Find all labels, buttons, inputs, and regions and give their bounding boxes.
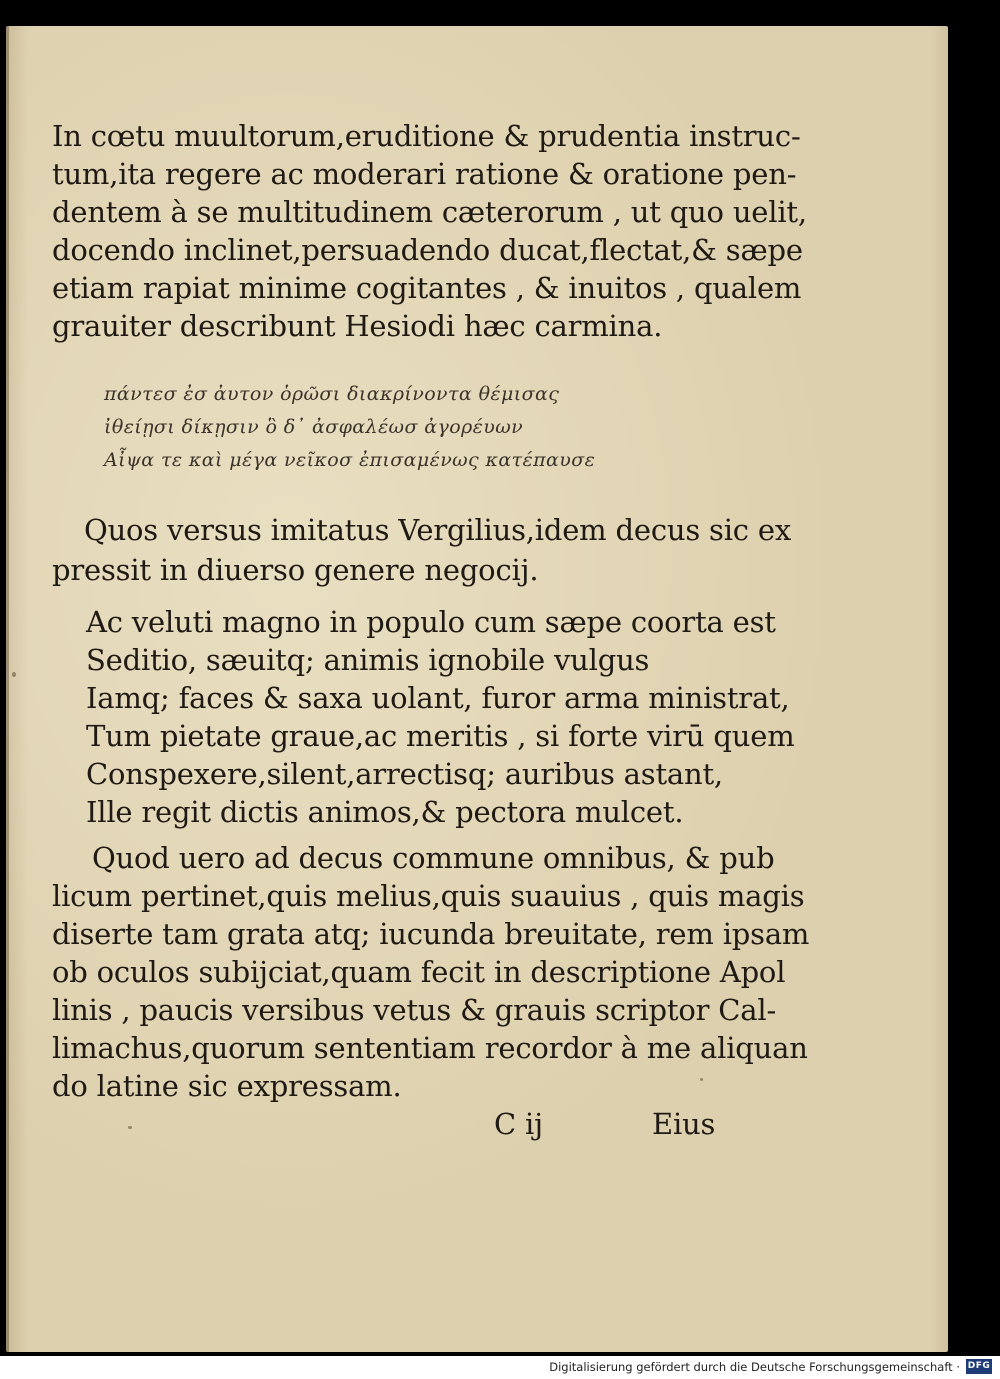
catchword: Eius	[652, 1107, 716, 1141]
paragraph-3-line-7: do latine sic expressam.	[52, 1069, 402, 1103]
paragraph-2-line-2: pressit in diuerso genere negocij.	[52, 553, 539, 587]
paper-speck	[128, 1126, 132, 1129]
digitization-footer	[0, 1356, 1000, 1379]
paragraph-1-line-1: In cœtu muultorum,eruditione & prudentia instruc‑	[52, 119, 801, 153]
greek-verse-2: ἰθείῃσι δίκῃσιν ὃ δ᾽ ἀσφαλέωσ ἀγορέυων	[104, 416, 524, 438]
dfg-logo-icon: DFG	[966, 1359, 992, 1374]
paragraph-1-line-5: etiam rapiat minime cogitantes , & inuitos , qualem	[52, 271, 802, 305]
paragraph-1-line-6: grauiter describunt Hesiodi hæc carmina.	[52, 309, 663, 343]
greek-verse-1: πάντεσ ἐσ ἀυτον ὁρῶσι διακρίνοντα θέμισας	[104, 383, 560, 405]
paper-speck	[12, 672, 16, 677]
paper-speck	[700, 1078, 703, 1081]
paragraph-1-line-3: dentem à se multitudinem cæterorum , ut quo uelit,	[52, 195, 807, 229]
greek-verse-3: Αἶψα τε καὶ μέγα νεῖκοσ ἐπισαμένως κατέπαυσε	[104, 449, 596, 471]
footer-credit: Digitalisierung gefördert durch die Deutsche Forschungsgemeinschaft ·	[549, 1360, 960, 1374]
paragraph-3-line-3: diserte tam grata atq; iucunda breuitate, rem ipsam	[52, 917, 810, 951]
paragraph-3-line-6: limachus,quorum sententiam recordor à me aliquan	[52, 1031, 808, 1065]
signature-mark: C ij	[494, 1107, 543, 1141]
paragraph-3-line-1: Quod uero ad decus commune omnibus, & pub	[92, 841, 775, 875]
paragraph-2-line-1: Quos versus imitatus Vergilius,idem decus sic ex	[84, 513, 791, 547]
latin-verse-1: Ac veluti magno in populo cum sæpe coorta est	[86, 605, 776, 639]
page-gutter	[6, 26, 9, 1352]
latin-verse-5: Conspexere,silent,arrectisq; auribus astant,	[86, 757, 723, 791]
latin-verse-3: Iamq; faces & saxa uolant, furor arma ministrat,	[86, 681, 790, 715]
paragraph-1-line-2: tum,ita regere ac moderari ratione & oratione pen‑	[52, 157, 797, 191]
latin-verse-6: Ille regit dictis animos,& pectora mulcet.	[86, 795, 684, 829]
paragraph-3-line-5: linis , paucis versibus vetus & grauis scriptor Cal‑	[52, 993, 777, 1027]
paragraph-3-line-4: ob oculos subijciat,quam fecit in descriptione Apol	[52, 955, 786, 989]
paragraph-3-line-2: licum pertinet,quis melius,quis suauius , quis magis	[52, 879, 805, 913]
latin-verse-4: Tum pietate graue,ac meritis , si forte virū quem	[86, 719, 795, 753]
paragraph-1-line-4: docendo inclinet,persuadendo ducat,flectat,& sæpe	[52, 233, 803, 267]
latin-verse-2: Seditio, sæuitq; animis ignobile vulgus	[86, 643, 650, 677]
